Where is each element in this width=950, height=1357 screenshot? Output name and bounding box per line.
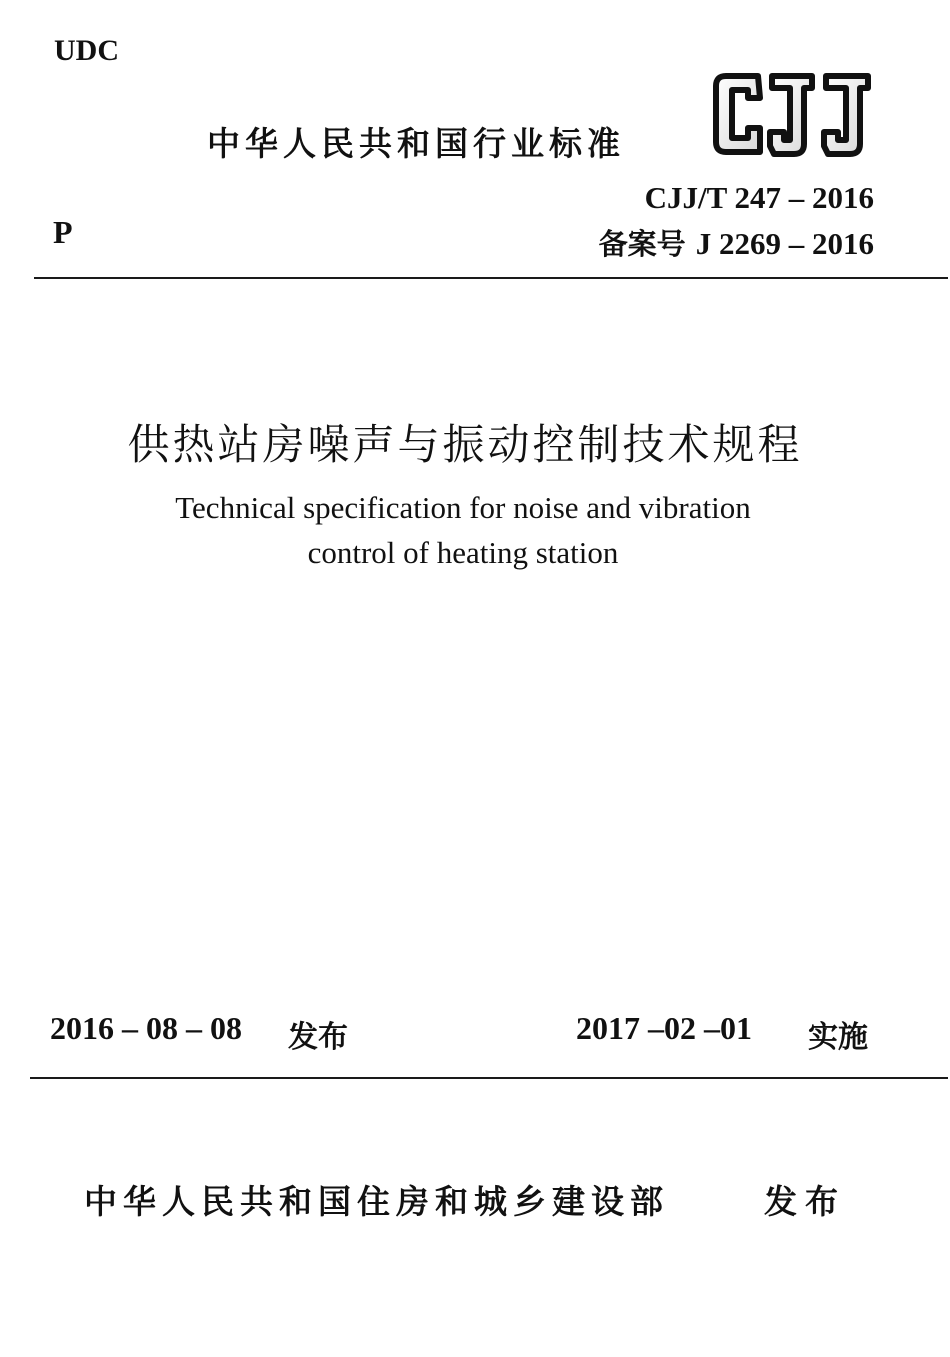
classification-code: P xyxy=(53,214,73,250)
english-title-line-1: Technical specification for noise and vibration xyxy=(175,490,751,525)
implementation-date: 2017 –02 –01 xyxy=(576,1010,752,1046)
record-label: 备案号 xyxy=(598,227,686,261)
implementation-label: 实施 xyxy=(808,1020,868,1055)
cjj-logo xyxy=(708,68,880,164)
chinese-title: 供热站房噪声与振动控制技术规程 xyxy=(127,420,803,469)
bottom-divider xyxy=(30,1077,948,1079)
publisher-name: 中华人民共和国住房和城乡建设部 xyxy=(84,1182,669,1221)
issue-date: 2016 – 08 – 08 xyxy=(50,1010,242,1046)
industry-standard-title: 中华人民共和国行业标准 xyxy=(207,124,625,163)
issue-label: 发布 xyxy=(288,1020,348,1055)
record-number: J 2269 – 2016 xyxy=(695,226,874,261)
publish-label: 发布 xyxy=(764,1182,846,1221)
english-title-line-2: control of heating station xyxy=(307,535,619,570)
top-divider xyxy=(34,277,948,279)
standard-number: CJJ/T 247 – 2016 xyxy=(644,180,874,215)
udc-label: UDC xyxy=(54,34,119,67)
record-number-line xyxy=(599,222,874,263)
